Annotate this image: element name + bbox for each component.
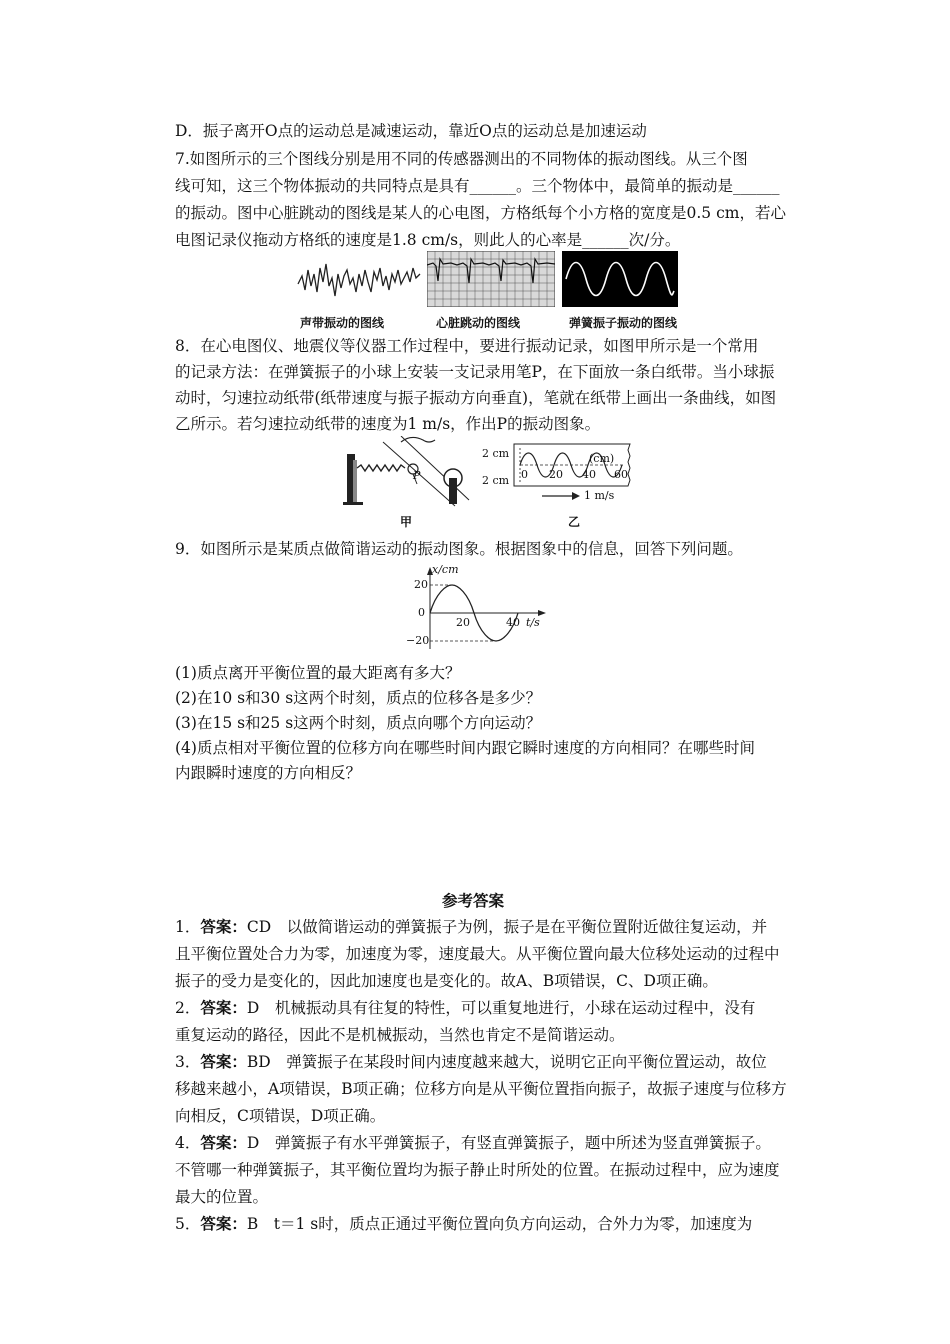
q7-line-4: 电图记录仪拖动方格纸的速度是1.8 cm/s，则此人的心率是______次/分。 xyxy=(175,231,681,249)
shm-graph xyxy=(418,565,548,651)
answer-3-line-3: 向相反，C项错误，D项正确。 xyxy=(175,1107,386,1125)
caption-spring: 弹簧振子振动的图线 xyxy=(569,316,678,330)
q8-line-2: 的记录方法：在弹簧振子的小球上安装一支记录用笔P，在下面放一条白纸带。当小球振 xyxy=(175,363,775,381)
q9-sub4b: 内跟瞬时速度的方向相反？ xyxy=(175,764,362,782)
q9-sub1: (1)质点离开平衡位置的最大距离有多大？ xyxy=(175,664,461,682)
q8-line-1: 8．在心电图仪、地震仪等仪器工作过程中，要进行振动记录，如图甲所示是一个常用 xyxy=(175,337,759,355)
tape-tick-60: 60 xyxy=(614,468,628,481)
amp-top-label: 2 cm xyxy=(482,447,510,460)
q8-line-3: 动时，匀速拉动纸带(纸带速度与振子振动方向垂直)，笔就在纸带上画出一条曲线，如图 xyxy=(175,389,777,407)
spring-oscillator-waveform xyxy=(562,251,678,307)
q8-line-4: 乙所示。若匀速拉动纸带的速度为1 m/s，作出P的振动图象。 xyxy=(175,415,601,433)
x-axis-label: t/s xyxy=(526,616,540,629)
tape-tick-40: 40 xyxy=(582,468,596,481)
y-tick-20: 20 xyxy=(414,578,428,591)
speed-arrow xyxy=(542,490,582,502)
answer-3-line-2: 移越来越小，A项错误，B项正确；位移方向是从平衡位置指向振子，故振子速度与位移方 xyxy=(175,1080,787,1098)
answer-4-line-2: 不管哪一种弹簧振子，其平衡位置均为振子静止时所处的位置。在振动过程中，应为速度 xyxy=(175,1161,780,1179)
q6-option-d: D．振子离开O点的运动总是减速运动，靠近O点的运动总是加速运动 xyxy=(175,122,647,140)
x-tick-40: 40 xyxy=(506,616,520,629)
heartbeat-ecg-grid xyxy=(427,251,555,307)
answer-2-line-2: 重复运动的路径，因此不是机械振动，当然也肯定不是简谐运动。 xyxy=(175,1026,625,1044)
spring-recorder-apparatus xyxy=(343,436,473,508)
tape-unit-label: (cm) xyxy=(589,452,615,465)
y-axis-label: x/cm xyxy=(432,563,459,576)
answer-1-line-1: 1．答案：CD 以做简谐运动的弹簧振子为例，振子是在平衡位置附近做往复运动，并 xyxy=(175,917,768,936)
caption-heartbeat: 心脏跳动的图线 xyxy=(436,316,521,330)
q9-sub2: (2)在10 s和30 s这两个时刻，质点的位移各是多少？ xyxy=(175,689,542,707)
vocal-cord-waveform xyxy=(296,256,422,306)
y-tick-0: 0 xyxy=(418,606,425,619)
figure-yi-label: 乙 xyxy=(568,515,581,529)
tape-tick-20: 20 xyxy=(549,468,563,481)
figure-jia-label: 甲 xyxy=(400,515,413,529)
answers-title: 参考答案 xyxy=(442,891,505,910)
answer-5-line-1: 5．答案：B t＝1 s时，质点正通过平衡位置向负方向运动，合外力为零，加速度为 xyxy=(175,1214,753,1233)
caption-vocal: 声带振动的图线 xyxy=(300,316,385,330)
q7-line-2: 线可知，这三个物体振动的共同特点是具有______。三个物体中，最简单的振动是______ xyxy=(175,177,780,195)
tape-tick-0: 0 xyxy=(521,468,528,481)
x-tick-20: 20 xyxy=(456,616,470,629)
q9-sub4a: (4)质点相对平衡位置的位移方向在哪些时间内跟它瞬时速度的方向相同？在哪些时间 xyxy=(175,739,755,757)
speed-label: 1 m/s xyxy=(584,489,615,502)
paper-tape-trace xyxy=(512,440,632,490)
q9-sub3: (3)在15 s和25 s这两个时刻，质点向哪个方向运动？ xyxy=(175,714,542,732)
amp-bottom-label: 2 cm xyxy=(482,474,510,487)
pen-p-label: P xyxy=(413,469,421,482)
answer-2-line-1: 2．答案：D 机械振动具有往复的特性，可以重复地进行，小球在运动过程中，没有 xyxy=(175,998,756,1017)
q9-intro: 9．如图所示是某质点做简谐运动的振动图象。根据图象中的信息，回答下列问题。 xyxy=(175,540,743,558)
q7-line-3: 的振动。图中心脏跳动的图线是某人的心电图，方格纸每个小方格的宽度是0.5 cm，若心 xyxy=(175,204,786,222)
answer-4-line-1: 4．答案：D 弹簧振子有水平弹簧振子，有竖直弹簧振子，题中所述为竖直弹簧振子。 xyxy=(175,1133,771,1152)
q7-line-1: 7.如图所示的三个图线分别是用不同的传感器测出的不同物体的振动图线。从三个图 xyxy=(175,150,748,168)
answer-1-line-2: 且平衡位置处合力为零，加速度为零，速度最大。从平衡位置向最大位移处运动的过程中 xyxy=(175,945,780,963)
answer-4-line-3: 最大的位置。 xyxy=(175,1188,269,1206)
y-tick-neg20: −20 xyxy=(406,634,430,647)
answer-1-line-3: 振子的受力是变化的，因此加速度也是变化的。故A、B项错误，C、D项正确。 xyxy=(175,972,718,990)
answer-3-line-1: 3．答案：BD 弹簧振子在某段时间内速度越来越大，说明它正向平衡位置运动，故位 xyxy=(175,1052,767,1071)
